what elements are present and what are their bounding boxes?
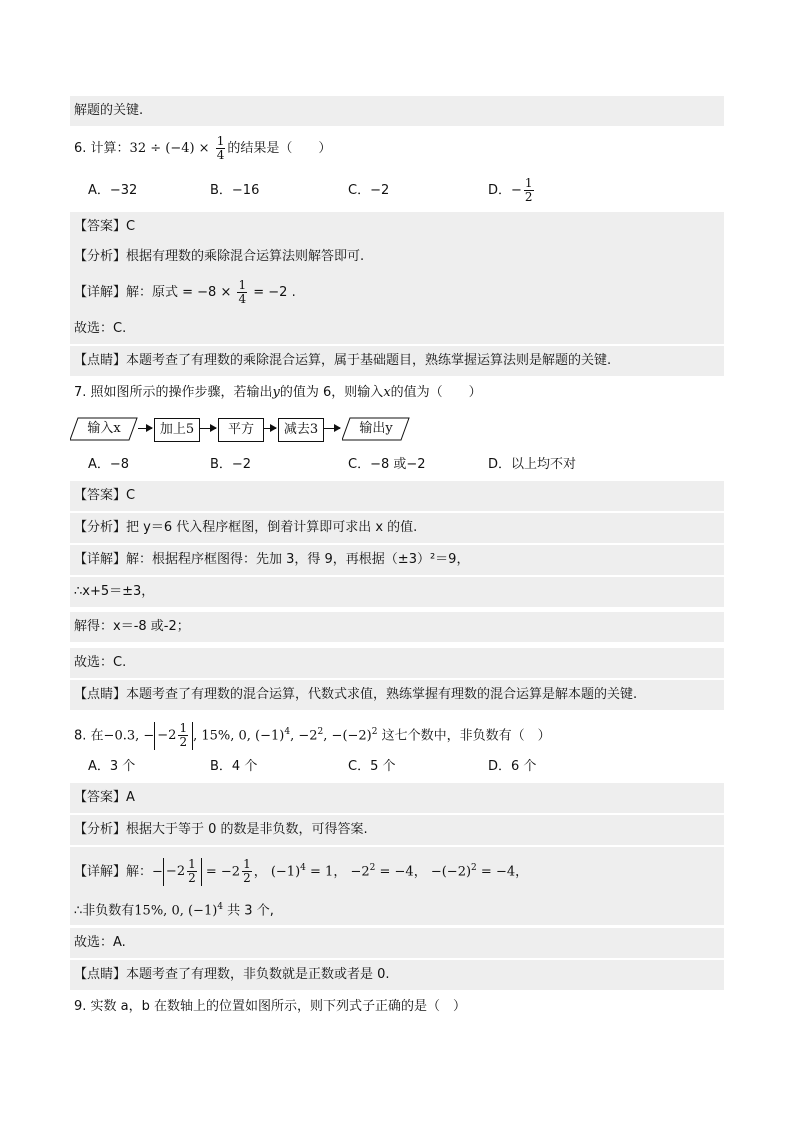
option-b: B．−2 — [210, 457, 252, 472]
detail-term: = −2 — [201, 864, 241, 880]
fraction-numerator: 1 — [238, 278, 247, 292]
option-d: D．6 个 — [488, 759, 537, 774]
option-d-label: D．− — [488, 183, 522, 198]
detail-6 — [70, 272, 724, 314]
detail-prefix: 【详解】解： — [74, 864, 153, 880]
fraction-numerator: 1 — [179, 720, 188, 735]
fraction-numerator: 1 — [243, 857, 251, 872]
comment-text: 【点睛】本题考查了有理数，非负数就是正数或者是 0. — [74, 967, 390, 982]
answer-6 — [70, 212, 724, 242]
fraction-denominator: 4 — [216, 148, 225, 162]
option-b: B．−16 — [210, 183, 260, 198]
flow-input-label: 输入x — [87, 421, 121, 436]
previous-comment-text: 解题的关键. — [74, 103, 144, 118]
comment-text: 【点睛】本题考查了有理数的乘除混合运算，属于基础题目，熟练掌握运算法则是解题的关键. — [74, 353, 612, 368]
question-9-text: 9. 实数 a，b 在数轴上的位置如图所示，则下列式子正确的是（ ） — [74, 999, 467, 1014]
detail-suffix: = −2 . — [249, 285, 296, 300]
step-8-1 — [70, 889, 724, 925]
absolute-value-inner: −2 — [165, 863, 186, 879]
fraction-numerator: 1 — [524, 176, 533, 190]
expression-part: , 15%, 0, (−1) — [193, 728, 285, 744]
option-d-fraction — [524, 177, 534, 204]
analysis-text: 【分析】根据大于等于 0 的数是非负数，可得答案. — [74, 822, 368, 837]
flow-square: 平方 — [218, 418, 264, 442]
detail-term: −(−2) — [430, 864, 472, 880]
question-7-options — [70, 450, 724, 480]
choose-text: 故选：A. — [74, 935, 126, 950]
answer-text: 【答案】C — [74, 488, 136, 503]
fraction-denominator: 2 — [188, 870, 196, 885]
absolute-value — [154, 722, 193, 750]
question-9 — [70, 992, 724, 1022]
question-6 — [70, 132, 724, 166]
fraction-numerator: 1 — [188, 856, 196, 871]
answer-8 — [70, 783, 724, 813]
answer-text: 【答案】C — [74, 219, 136, 234]
step-text: 共 3 个, — [223, 903, 274, 919]
flow-arrow — [138, 428, 152, 429]
absolute-value — [163, 858, 202, 886]
question-7-suffix: 的值为（ ） — [390, 385, 482, 400]
analysis-text: 【分析】根据有理数的乘除混合运算法则解答即可. — [74, 249, 365, 264]
analysis-text: 【分析】把 y＝6 代入程序框图，倒着计算即可求出 x 的值. — [74, 520, 418, 535]
option-a: A．−32 — [88, 183, 138, 198]
flow-subtract-3: 减去3 — [278, 418, 324, 442]
fraction-denominator: 4 — [238, 292, 247, 306]
analysis-8 — [70, 815, 724, 845]
question-7-prefix: 7. 照如图所示的操作步骤，若输出 — [74, 385, 273, 400]
flowchart — [70, 413, 470, 445]
absolute-value-inner: −2 — [157, 727, 177, 743]
detail-term: = 1， — [305, 864, 347, 880]
step-7-1 — [70, 577, 724, 607]
analysis-7 — [70, 513, 724, 543]
comment-text: 【点睛】本题考查了有理数的混合运算，代数式求值，熟练掌握有理数的混合运算是解本题的关键. — [74, 687, 638, 702]
previous-comment-tail — [70, 96, 724, 126]
question-7 — [70, 378, 724, 408]
option-d: D．以上均不对 — [488, 457, 577, 472]
option-c: C．5 个 — [348, 759, 396, 774]
step-math: 15%, 0, (−1) — [134, 903, 218, 919]
exponent: 4 — [217, 902, 224, 912]
step-text: ∴x+5＝±3， — [74, 584, 155, 599]
detail-8: 【详解】解：− −2 $\frac{1}{2}$ = −2 $\frac{1}{2}$ ， $(-1)^4 = 1$， $-2^2 = -4$， $-(-2)^2 = -4$， — [70, 847, 724, 889]
option-c: C．−2 — [348, 183, 390, 198]
fraction-denominator: 2 — [179, 734, 188, 749]
detail-prefix: 【详解】解：原式 = −8 × — [74, 285, 236, 300]
flow-arrow — [264, 428, 276, 429]
option-c: C．−8 或−2 — [348, 457, 426, 472]
question-7-middle: 的值为 6，则输入 — [279, 385, 384, 400]
fraction-denominator: 2 — [243, 871, 251, 886]
detail-term: = −4， — [375, 864, 427, 880]
expression-part: −0.3, − — [103, 728, 155, 744]
variable-y: y — [272, 385, 280, 400]
answer-7 — [70, 481, 724, 511]
question-6-fraction — [216, 135, 226, 162]
question-6-options — [70, 174, 724, 208]
fraction-denominator: 2 — [524, 190, 533, 204]
exponent: 2 — [369, 863, 376, 873]
comment-6 — [70, 346, 724, 376]
detail-term: (−1) — [270, 864, 301, 880]
flow-output-label: 输出y — [359, 421, 393, 436]
question-8-options — [70, 752, 724, 782]
detail-term: = −4， — [476, 864, 529, 880]
choose-8 — [70, 928, 724, 958]
exponent: 2 — [371, 727, 378, 737]
exponent: 4 — [300, 863, 306, 873]
flow-arrow — [324, 428, 340, 429]
question-6-suffix: 的结果是（ ） — [227, 141, 332, 156]
flow-add-5: 加上5 — [154, 418, 200, 442]
option-a: A．3 个 — [88, 759, 136, 774]
detail-fraction — [237, 279, 247, 306]
step-text: ∴非负数有 — [74, 903, 135, 919]
exponent: 4 — [284, 727, 291, 737]
choose-7 — [70, 648, 724, 678]
detail-term: −2 — [350, 864, 370, 880]
option-a: A．−8 — [88, 457, 130, 472]
option-d — [488, 174, 536, 208]
step-text: 解得：x＝-8 或-2； — [74, 619, 190, 634]
answer-text: 【答案】A — [74, 790, 135, 805]
choose-text: 故选：C. — [74, 655, 127, 670]
exponent: 2 — [471, 863, 477, 873]
step-7-2 — [70, 612, 724, 642]
analysis-6 — [70, 242, 724, 272]
mixed-fraction — [187, 858, 197, 885]
detail-term: − — [152, 864, 163, 880]
expression-part: , −(−2) — [323, 728, 372, 744]
choose-6 — [70, 314, 724, 344]
question-8-suffix: 这七个数中，非负数有（ ） — [377, 728, 551, 744]
question-6-expression: 32 ÷ (−4) × — [129, 141, 214, 156]
mixed-fraction — [242, 858, 252, 885]
expression-part: , −2 — [290, 728, 318, 744]
detail-text: 【详解】解：根据程序框图得：先加 3，得 9，再根据（±3）²＝9， — [74, 552, 470, 567]
fraction-numerator: 1 — [216, 134, 225, 148]
question-8 — [70, 712, 724, 752]
question-6-prefix: 6. 计算： — [74, 141, 130, 156]
flow-arrow — [200, 428, 216, 429]
question-8-prefix: 8. 在 — [74, 728, 104, 744]
choose-text: 故选：C. — [74, 321, 127, 336]
mixed-fraction — [178, 722, 188, 749]
exponent: 2 — [317, 727, 324, 737]
comment-8 — [70, 960, 724, 990]
option-b: B．4 个 — [210, 759, 258, 774]
detail-7 — [70, 545, 724, 575]
variable-x: x — [383, 385, 391, 400]
comment-7 — [70, 680, 724, 710]
